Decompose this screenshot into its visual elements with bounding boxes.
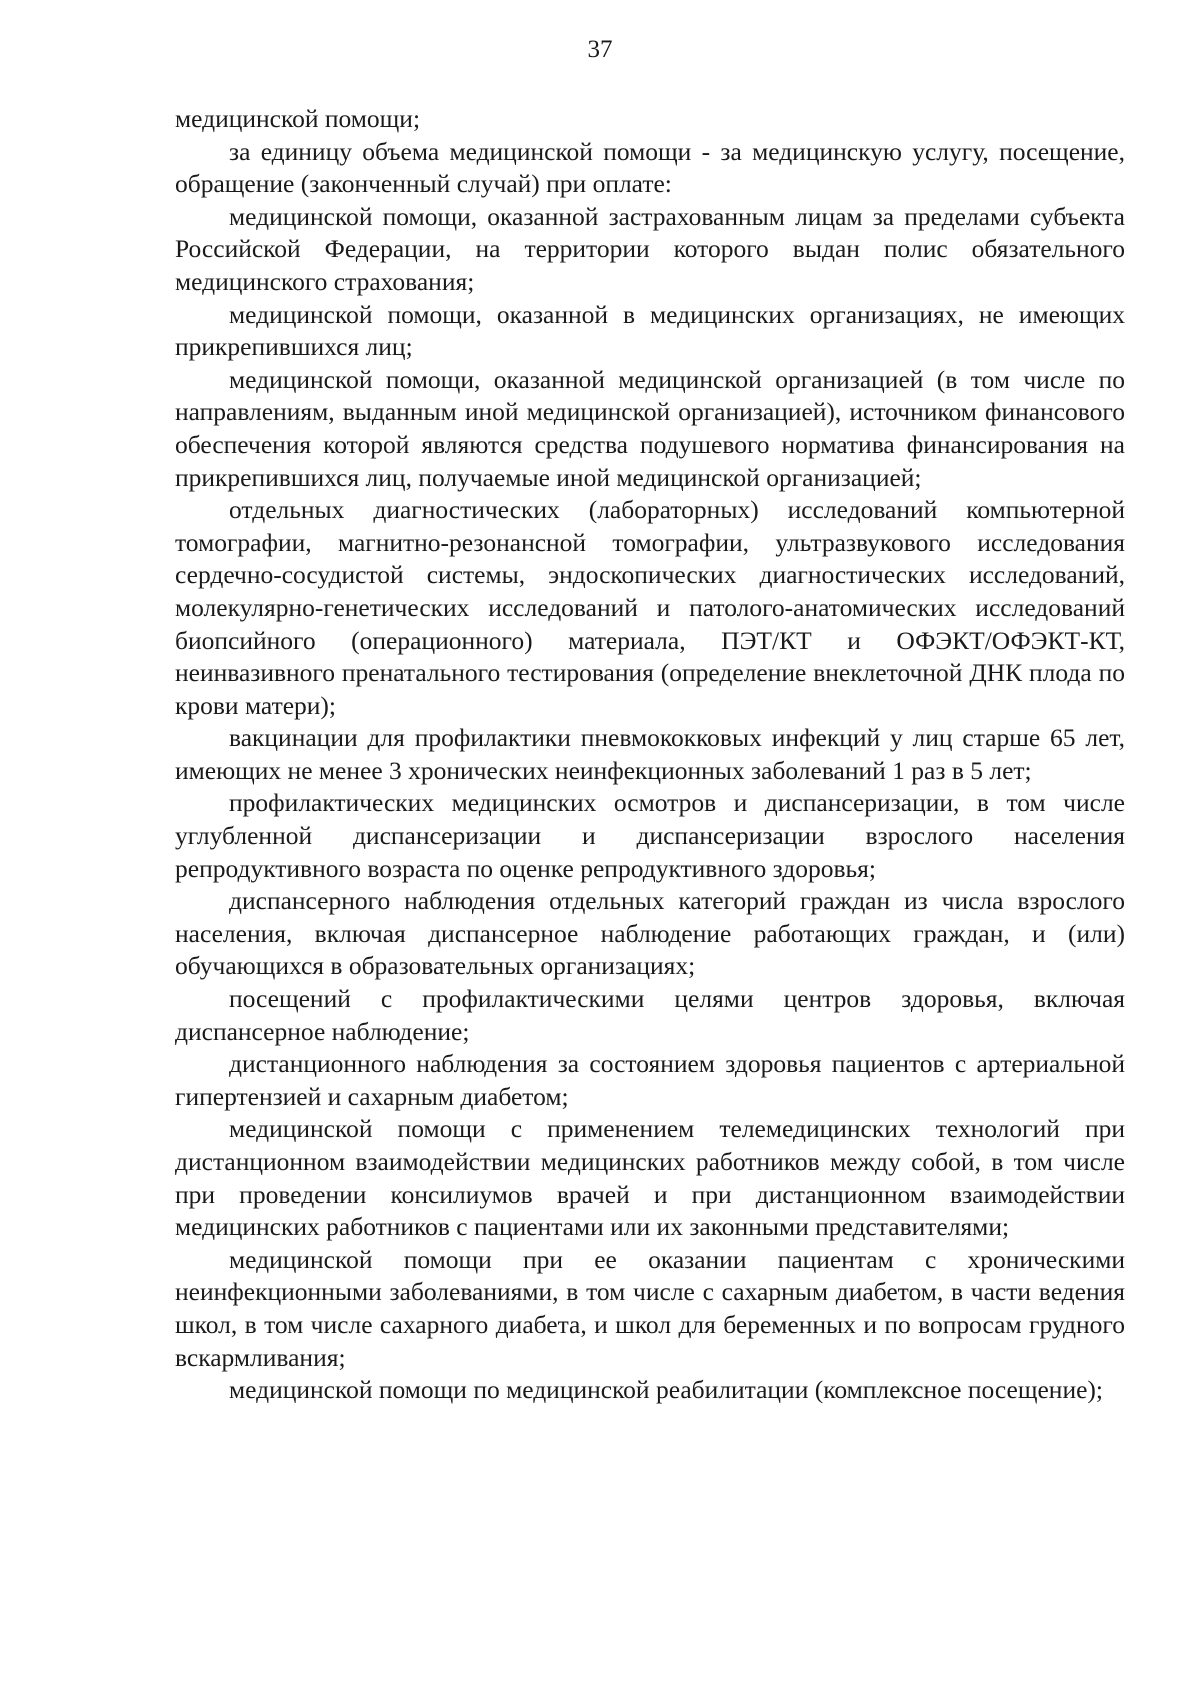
paragraph: медицинской помощи, оказанной медицинской организацией (в том числе по направлениям, выданным иной медицинской организацией), источником финансового обеспечения которой являются средства подушевого норматива финансирования на прикрепившихся лиц, получаемые иной медицинской организацией; <box>175 364 1125 492</box>
paragraph: за единицу объема медицинской помощи - за медицинскую услугу, посещение, обращение (законченный случай) при оплате: <box>175 136 1125 199</box>
paragraph: отдельных диагностических (лабораторных) исследований компьютерной томографии, магнитно-резонансной томографии, ультразвукового исследования сердечно-сосудистой системы, эндоскопических диагностических исследований, молекулярно-генетических исследований и патолого-анатомических исследований биопсийного (операционного) материала, ПЭТ/КТ и ОФЭКТ/ОФЭКТ-КТ, неинвазивного пренатального тестирования (определение внеклеточной ДНК плода по крови матери); <box>175 495 1125 720</box>
paragraph: медицинской помощи, оказанной застрахованным лицам за пределами субъекта Российской Федерации, на территории которого выдан полис обязательного медицинского страхования; <box>175 201 1125 296</box>
paragraph: медицинской помощи, оказанной в медицинских организациях, не имеющих прикрепившихся лиц; <box>175 299 1125 362</box>
paragraph: вакцинации для профилактики пневмококковых инфекций у лиц старше 65 лет, имеющих не менее 3 хронических неинфекционных заболеваний 1 раз в 5 лет; <box>175 723 1125 785</box>
paragraph: диспансерного наблюдения отдельных категорий граждан из числа взрослого населения, включая диспансерное наблюдение работающих граждан, и (или) обучающихся в образовательных организациях; <box>175 886 1125 981</box>
paragraph: профилактических медицинских осмотров и диспансеризации, в том числе углубленной диспансеризации и диспансеризации взрослого населения репродуктивного возраста по оценке репродуктивного здоровья; <box>175 788 1125 883</box>
page-number: 37 <box>587 36 613 63</box>
paragraph: дистанционного наблюдения за состоянием здоровья пациентов с артериальной гипертензией и сахарным диабетом; <box>175 1049 1125 1111</box>
paragraph: медицинской помощи с применением телемедицинских технологий при дистанционном взаимодействии медицинских работников между собой, в том числе при проведении консилиумов врачей и при дистанционном взаимодействии медицинских работников с пациентами или их законными представителями; <box>175 1114 1125 1242</box>
paragraph: медицинской помощи по медицинской реабилитации (комплексное посещение); <box>229 1375 1103 1405</box>
document-body <box>175 103 1125 1407</box>
paragraph: медицинской помощи при ее оказании пациентам с хроническими неинфекционными заболеваниями, в том числе с сахарным диабетом, в части ведения школ, в том числе сахарного диабета, и школ для беременных и по вопросам грудного вскармливания; <box>175 1244 1125 1372</box>
paragraph: медицинской помощи; <box>175 104 421 133</box>
paragraph: посещений с профилактическими целями центров здоровья, включая диспансерное наблюдение; <box>175 984 1125 1046</box>
